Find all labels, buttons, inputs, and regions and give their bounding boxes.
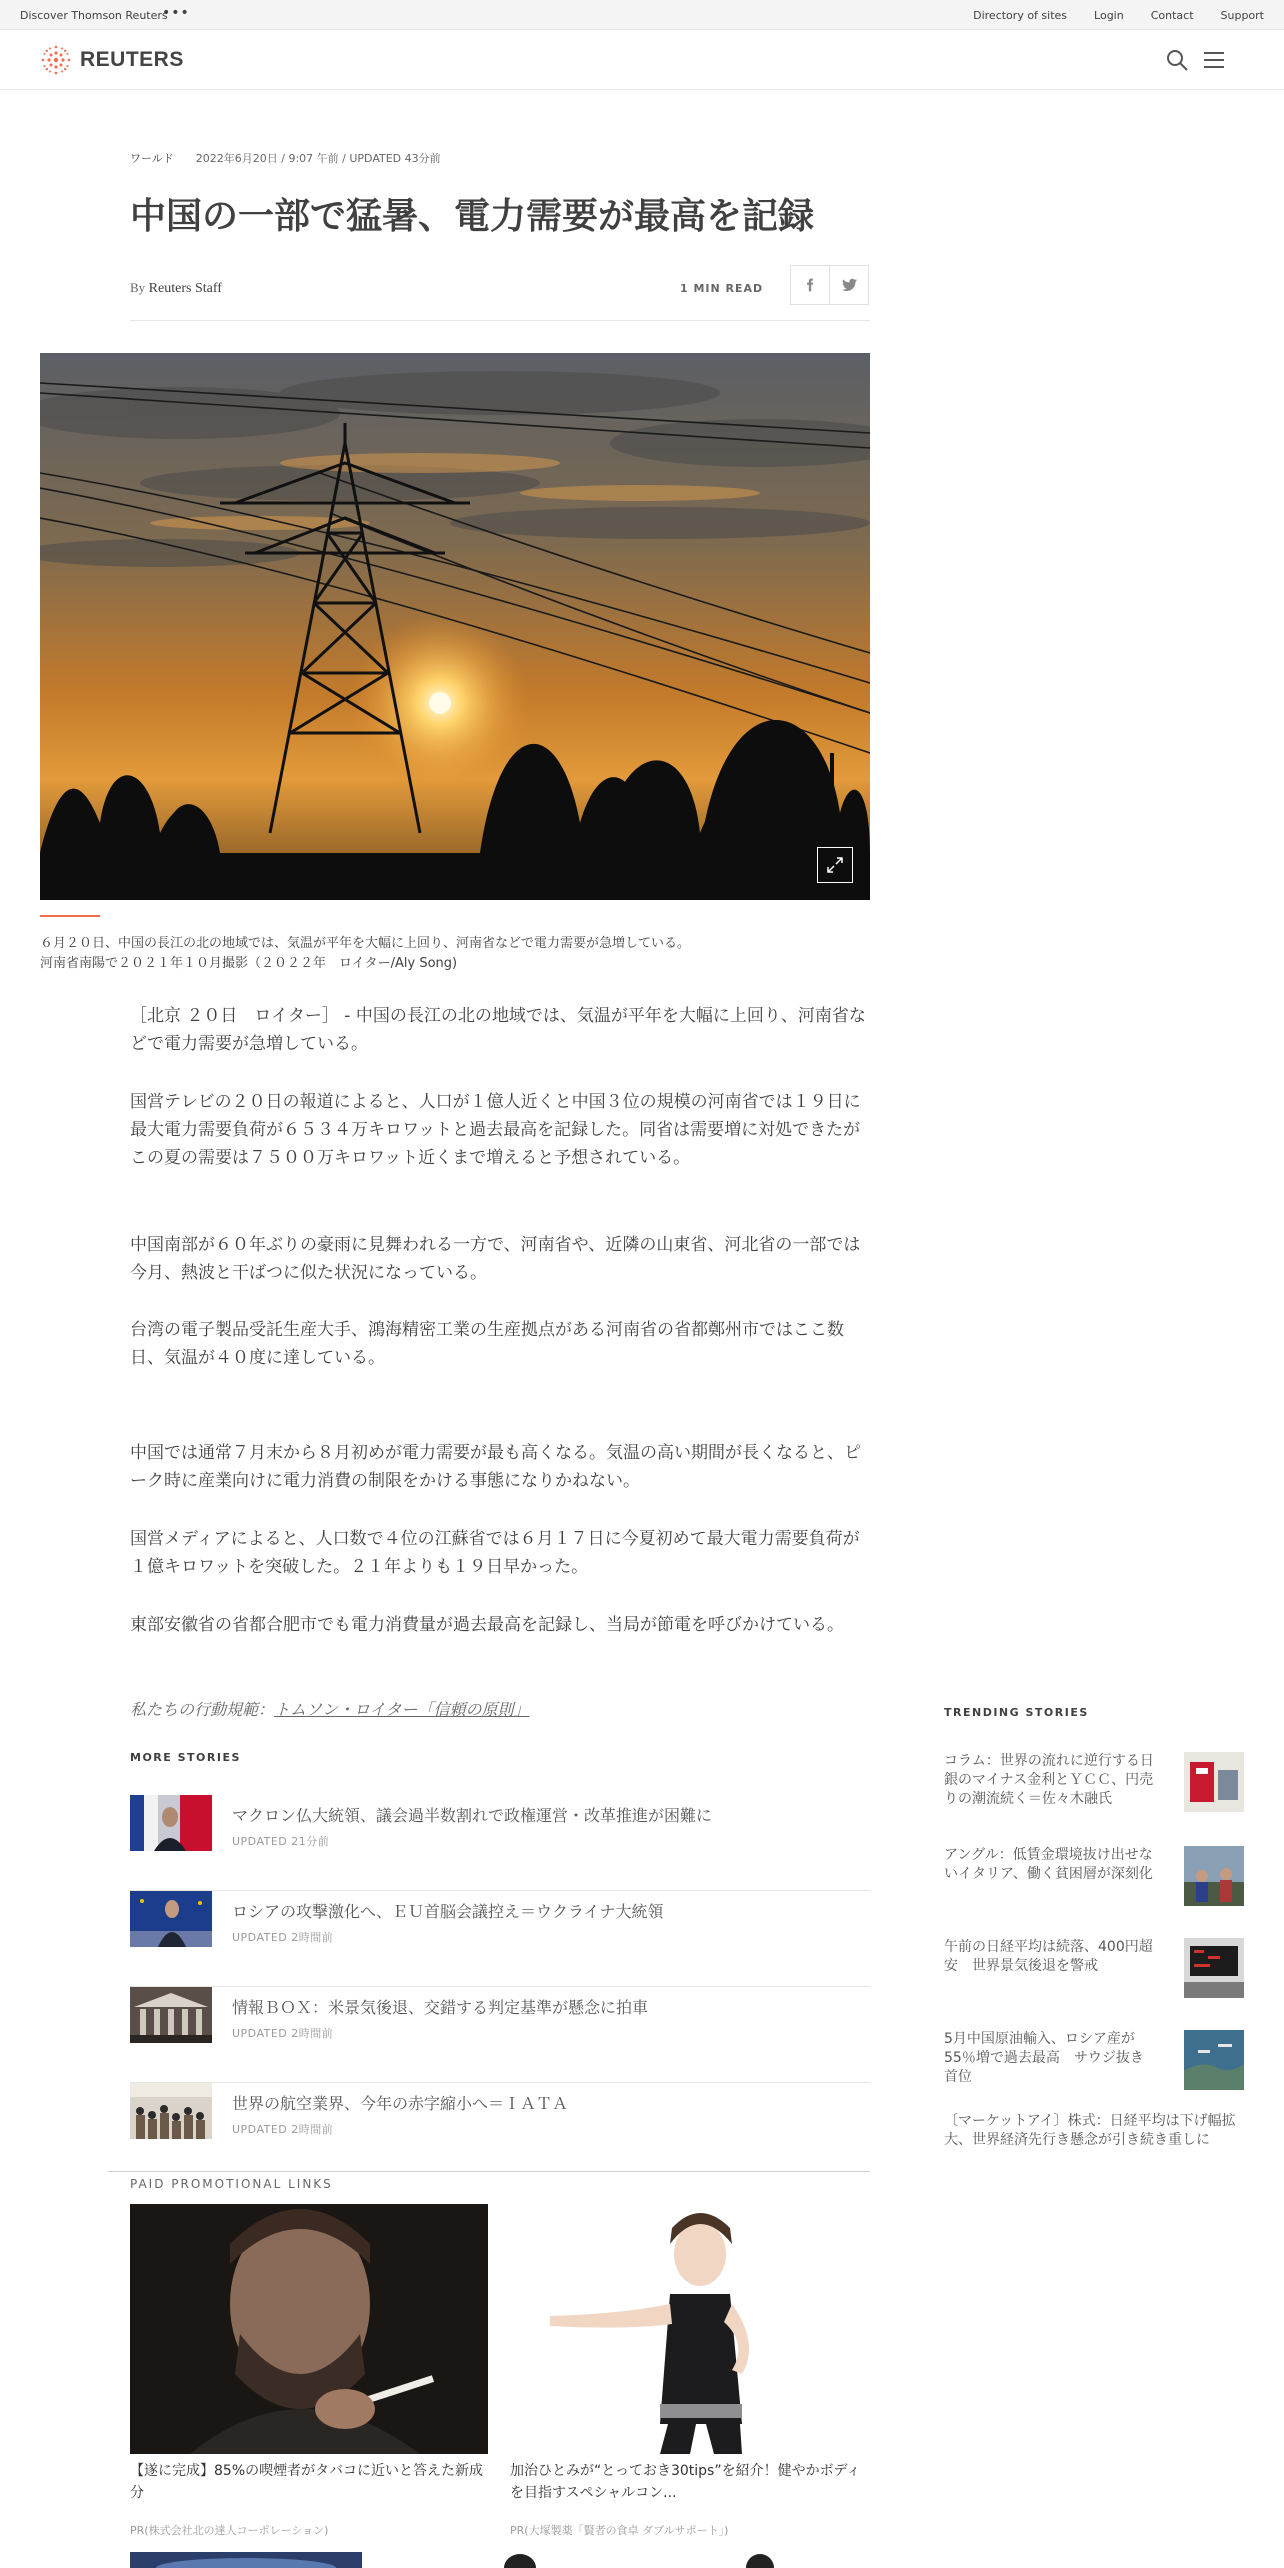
caption-accent-rule [40,915,100,917]
byline-prefix: By [130,280,146,295]
trending-item[interactable] [944,2112,1244,2150]
byline [130,280,222,297]
logo-wordmark: REUTERS [80,48,184,71]
login-link[interactable]: Login [1094,9,1124,22]
ad-title[interactable]: 【遂に完成】85%の喫煙者がタバコに近いと答えた新成分 [130,2463,483,2501]
share-twitter-button[interactable] [829,265,869,305]
trending-headline[interactable]: コラム：世界の流れに逆行する日銀のマイナス金利とＹＣＣ、円売りの潮流続く＝佐々木融氏 [944,1753,1154,1807]
more-story-updated: UPDATED 2時間前 [232,2123,334,2136]
more-story-headline[interactable]: マクロン仏大統領、議会過半数割れで政権運営・改革推進が困難に [232,1806,713,1825]
trending-headline[interactable]: 5月中国原油輸入、ロシア産が55％増で過去最高 サウジ抜き首位 [944,2031,1144,2085]
twitter-icon [842,278,857,292]
article-meta [130,150,870,166]
more-icon[interactable]: ••• [162,5,190,21]
ad-item[interactable] [510,2204,868,2537]
body-paragraph-5: 中国では通常７月末から８月初めが電力需要が最も高くなる。気温の高い期間が長くなると、ピーク時に産業向けに電力消費の制限をかける事態になりかねない。 [130,1443,861,1491]
ad-image [130,2204,488,2454]
more-story-item[interactable] [130,1891,870,1987]
more-story-item[interactable] [130,2083,870,2179]
more-story-updated: UPDATED 2時間前 [232,1931,334,1944]
ad-image-row2[interactable] [130,2552,362,2568]
site-header [0,30,1284,90]
trust-prefix: 私たちの行動規範： [130,1700,275,1719]
ad-source: PR(株式会社北の達人コーポレーション) [130,2524,329,2537]
ad-item[interactable] [130,2204,488,2537]
more-stories-title: MORE STORIES [130,1751,241,1764]
photo-caption: ６月２０日、中国の長江の北の地域では、気温が平年を大幅に上回り、河南省などで電力需要が急増している。河南省南陽で２０２１年１０月撮影（２０２２年 ロイター/Aly Song) [40,936,691,971]
trending-item[interactable] [944,1846,1244,1884]
body-paragraph-6: 国営メディアによると、人口数で４位の江蘇省では６月１７日に今夏初めて最大電力需要負荷が１億キロワットを突破した。２１年よりも１９日早かった。 [130,1529,860,1577]
trending-headline[interactable]: 〔マーケットアイ〕株式：日経平均は下げ幅拡大、世界経済先行き懸念が引き続き重しに [944,2113,1236,2148]
author-link[interactable]: Reuters Staff [148,281,222,296]
utility-links [973,9,1264,22]
more-story-item[interactable] [130,1795,870,1891]
article-title: 中国の一部で猛暑、電力需要が最高を記録 [130,196,815,237]
trending-item[interactable] [944,1938,1244,1976]
facebook-icon [803,278,817,292]
more-story-thumb [130,2083,212,2139]
pylon-sunset-image [40,353,870,900]
ad-image-row2[interactable] [730,2552,790,2568]
more-story-updated: UPDATED 21分前 [232,1835,330,1848]
more-story-thumb [130,1795,212,1851]
share-facebook-button[interactable] [790,265,830,305]
support-link[interactable]: Support [1220,9,1264,22]
trending-thumb [1184,1938,1244,1998]
trending-thumb [1184,2030,1244,2090]
more-story-headline[interactable]: 情報ＢＯＸ：米景気後退、交錯する判定基準が懸念に拍車 [232,1998,649,2017]
more-story-thumb [130,1891,212,1947]
directory-link[interactable]: Directory of sites [973,9,1068,22]
section-link[interactable]: ワールド [130,152,174,165]
body-paragraph-3: 中国南部が６０年ぶりの豪雨に見舞われる一方で、河南省や、近隣の山東省、河北省の一部では今月、熱波と干ばつに似た状況になっている。 [130,1235,861,1283]
trending-headline[interactable]: 午前の日経平均は続落、400円超安 世界景気後退を警戒 [944,1939,1153,1974]
more-story-headline[interactable]: ロシアの攻撃激化へ、ＥＵ首脳会議控え＝ウクライナ大統領 [232,1902,664,1921]
article-date: 2022年6月20日 / 9:07 午前 / UPDATED 43分前 [195,152,441,165]
trending-headline[interactable]: アングル：低賃金環境抜け出せないイタリア、働く貧困層が深刻化 [944,1847,1153,1882]
trending-item[interactable] [944,2030,1244,2087]
body-paragraph-2: 国営テレビの２０日の報道によると、人口が１億人近くと中国３位の規模の河南省では１９日に最大電力需要負荷が６５３４万キロワットと過去最高を記録した。同省は需要増に対処できたがこの夏の需要は７５００万キロワット近くまで増えると予想されている。 [130,1092,861,1168]
ad-image [510,2204,868,2454]
trending-item[interactable] [944,1752,1244,1809]
body-paragraph-4: 台湾の電子製品受託生産大手、鴻海精密工業の生産拠点がある河南省の省都鄭州市ではここ数日、気温が４０度に達している。 [130,1320,844,1368]
utility-bar [0,0,1284,30]
expand-photo-button[interactable] [817,847,853,883]
trending-stories-title: TRENDING STORIES [944,1706,1089,1719]
ad-source: PR(大塚製薬「賢者の食卓 ダブルサポート」) [510,2524,729,2537]
reuters-logo[interactable] [40,44,184,76]
menu-icon[interactable] [1202,48,1226,72]
discover-link[interactable]: Discover Thomson Reuters [20,9,168,22]
expand-icon [826,856,844,874]
read-time: 1 MIN READ [680,282,764,295]
hero-photo[interactable] [40,353,870,900]
more-story-thumb [130,1987,212,2043]
paid-links-title: PAID PROMOTIONAL LINKS [130,2177,333,2191]
search-icon[interactable] [1165,48,1189,72]
byline-row [130,265,870,321]
more-story-headline[interactable]: 世界の航空業界、今年の赤字縮小へ＝ＩＡＴＡ [232,2094,569,2113]
more-story-updated: UPDATED 2時間前 [232,2027,334,2040]
body-paragraph-1: ［北京 ２０日 ロイター］ - 中国の長江の北の地域では、気温が平年を大幅に上回り、河南省などで電力需要が急増している。 [130,1006,866,1054]
contact-link[interactable]: Contact [1150,9,1194,22]
more-story-item[interactable] [130,1987,870,2083]
paid-links-rule [108,2171,870,2172]
ad-title[interactable]: 加治ひとみが“とっておき30tips”を紹介！健やかボディを目指すスペシャルコン... [510,2463,861,2501]
trust-principles [130,1697,530,1720]
trust-principles-link[interactable]: トムソン・ロイター「信頼の原則」 [274,1700,530,1719]
trending-thumb [1184,1846,1244,1906]
reuters-logo-icon [40,44,72,76]
ad-image-row2[interactable] [480,2552,560,2568]
article-header [130,150,870,296]
body-paragraph-7: 東部安徽省の省都合肥市でも電力消費量が過去最高を記録し、当局が節電を呼びかけている。 [130,1615,844,1635]
trending-thumb [1184,1752,1244,1812]
